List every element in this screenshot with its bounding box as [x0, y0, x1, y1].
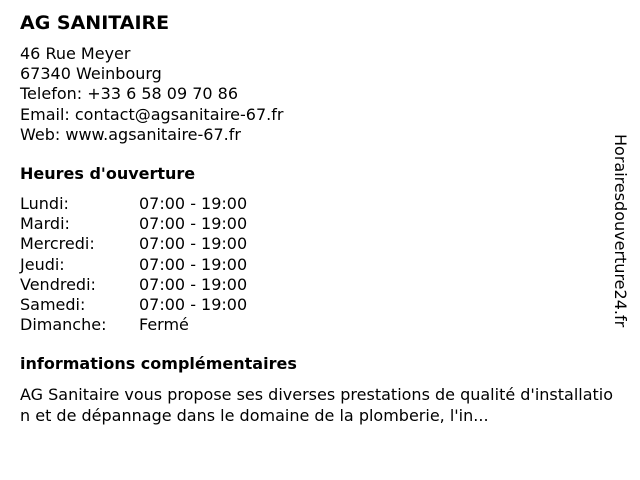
opening-hours-heading: Heures d'ouverture — [20, 164, 196, 183]
day-label: Mercredi: — [20, 234, 95, 254]
additional-info-heading: informations complémentaires — [20, 354, 297, 373]
day-label: Lundi: — [20, 194, 69, 213]
day-label: Vendredi: — [20, 274, 96, 294]
web-line: Web: www.agsanitaire-67.fr — [20, 124, 241, 144]
day-time: 07:00 - 19:00 — [139, 254, 248, 274]
day-time: 07:00 - 19:00 — [139, 194, 248, 213]
contact-block — [20, 44, 283, 145]
day-time: 07:00 - 19:00 — [139, 234, 248, 254]
day-label: Jeudi: — [20, 254, 65, 274]
business-name: AG SANITAIRE — [20, 12, 170, 34]
day-time: Fermé — [139, 315, 189, 335]
day-label: Mardi: — [20, 214, 70, 234]
site-watermark: Horairesdouverture24.fr — [611, 134, 630, 328]
day-time: 07:00 - 19:00 — [139, 214, 248, 234]
street-address: 46 Rue Meyer — [20, 44, 131, 63]
email-line: Email: contact@agsanitaire-67.fr — [20, 104, 284, 124]
day-label: Dimanche: — [20, 315, 107, 335]
city-address: 67340 Weinbourg — [20, 64, 162, 84]
day-time: 07:00 - 19:00 — [139, 274, 248, 294]
phone-line: Telefon: +33 6 58 09 70 86 — [20, 84, 239, 104]
business-description: AG Sanitaire vous propose ses diverses prestations de qualité d'installation et de dépannage dans le domaine de la plomberie, l'in... — [20, 385, 614, 425]
day-time: 07:00 - 19:00 — [139, 294, 248, 314]
day-label: Samedi: — [20, 294, 86, 314]
